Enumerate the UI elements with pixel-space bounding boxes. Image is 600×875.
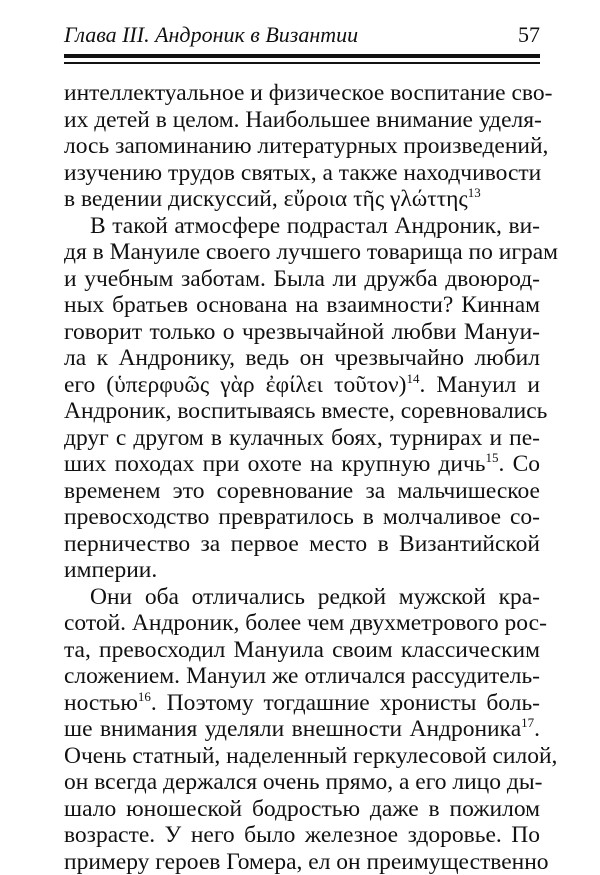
text-line: лось запоминанию литературных произведений, bbox=[64, 133, 540, 160]
text-line: друг с другом в кулачных боях, турнирах и пе- bbox=[64, 425, 540, 452]
text-line: ше внимания уделяли внешности Андроника$^{17}$. bbox=[64, 716, 540, 743]
text-line: Очень статный, наделенный геркулесовой силой, bbox=[64, 743, 540, 770]
text-line: сложением. Мануил же отличался рассудитель- bbox=[64, 663, 540, 690]
text-line: дя в Мануиле своего лучшего товарища по играм bbox=[64, 239, 540, 266]
text-line: он всегда держался очень прямо, а его лицо ды- bbox=[64, 769, 540, 796]
text-line: ностью$^{16}$. Поэтому тогдашние хронисты боль- bbox=[64, 690, 540, 717]
text-line: сотой. Андроник, более чем двухметрового рос- bbox=[64, 610, 540, 637]
text-line: изучению трудов святых, а также находчивости bbox=[64, 160, 540, 187]
text-line: ших походах при охоте на крупную дичь$^{15}$. Со bbox=[64, 451, 540, 478]
header-rule-thick bbox=[64, 54, 540, 58]
text-line: империи. bbox=[64, 557, 540, 584]
text-line: В такой атмосфере подрастал Андроник, ви- bbox=[64, 213, 540, 240]
text-line: ла к Андронику, ведь он чрезвычайно любил bbox=[64, 345, 540, 372]
text-line: превосходство превратилось в молчаливое со- bbox=[64, 504, 540, 531]
text-line: его (ὑπερφυῶς γὰρ ἐφίλει τοῦτον)$^{14}$. Мануил и bbox=[64, 372, 540, 399]
body-text bbox=[64, 80, 540, 875]
text-line: интеллектуальное и физическое воспитание сво- bbox=[64, 80, 540, 107]
page-number: 57 bbox=[518, 22, 540, 48]
footnote-ref-14: 14 bbox=[407, 371, 420, 386]
text-line: и учебным заботам. Была ли дружба двоюрод- bbox=[64, 266, 540, 293]
text-line: ных братьев основана на взаимности? Киннам bbox=[64, 292, 540, 319]
text-line: временем это соревнование за мальчишеское bbox=[64, 478, 540, 505]
footnote-ref-15: 15 bbox=[486, 450, 499, 465]
text-line: та, превосходил Мануила своим классическим bbox=[64, 637, 540, 664]
text-line: перничество за первое место в Византийской bbox=[64, 531, 540, 558]
text-line: говорит только о чрезвычайной любви Мануи- bbox=[64, 319, 540, 346]
footnote-ref-17: 17 bbox=[521, 715, 534, 730]
text-line: возрасте. У него было железное здоровье. По bbox=[64, 822, 540, 849]
text-line: в ведении дискуссий, εὔροια τῆς γλώττης$^{13}$ bbox=[64, 186, 540, 213]
text-line: примеру героев Гомера, ел он преимущественно bbox=[64, 849, 540, 875]
running-header bbox=[64, 22, 540, 48]
header-rule-thin bbox=[64, 62, 540, 64]
text-line: Они оба отличались редкой мужской кра- bbox=[64, 584, 540, 611]
text-line: шало юношеской бодростью даже в пожилом bbox=[64, 796, 540, 823]
text-line: Андроник, воспитываясь вместе, соревновались bbox=[64, 398, 540, 425]
text-line: их детей в целом. Наибольшее внимание уделя- bbox=[64, 107, 540, 134]
footnote-ref-16: 16 bbox=[138, 689, 151, 704]
chapter-title: Глава III. Андроник в Византии bbox=[64, 22, 358, 48]
footnote-ref-13: 13 bbox=[468, 185, 481, 200]
